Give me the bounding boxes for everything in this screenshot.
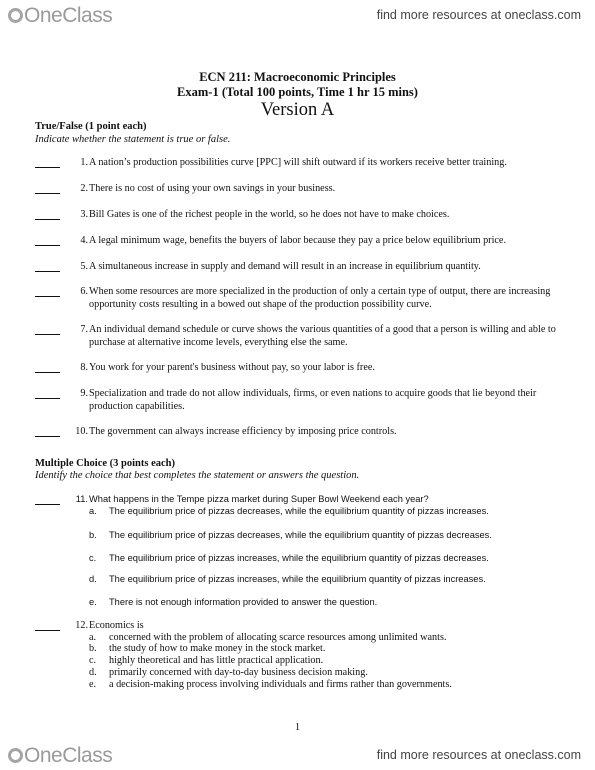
question-text: A legal minimum wage, benefits the buyers of labor because they pay a price below equilibrium price.: [89, 235, 506, 246]
option-letter: a.: [89, 506, 97, 516]
question-number: 9.: [80, 388, 88, 399]
option-text: a decision-making process involving individuals and firms rather than governments.: [109, 679, 452, 690]
option-letter: c.: [89, 553, 97, 563]
question-number: 8.: [80, 362, 88, 373]
answer-blank[interactable]: [35, 183, 60, 194]
question-number: 12.: [75, 620, 88, 631]
exam-title: Exam-1 (Total 100 points, Time 1 hr 15 mins): [177, 85, 418, 99]
question-number: 1.: [80, 157, 88, 168]
mc-section-instruction: Identify the choice that best completes the statement or answers the question.: [35, 470, 360, 481]
question-number: 2.: [80, 183, 88, 194]
course-title: ECN 211: Macroeconomic Principles: [199, 70, 396, 84]
option-text: the study of how to make money in the stock market.: [109, 643, 326, 654]
option-text: There is not enough information provided to answer the question.: [109, 597, 378, 607]
mc-section-title: Multiple Choice (3 points each): [35, 458, 175, 469]
answer-blank[interactable]: [35, 261, 60, 272]
bottom-banner: [0, 740, 595, 770]
answer-blank[interactable]: [35, 209, 60, 220]
answer-blank[interactable]: [35, 388, 60, 399]
tf-section-title: True/False (1 point each): [35, 121, 147, 132]
option-letter: c.: [89, 655, 97, 666]
answer-blank[interactable]: [35, 157, 60, 168]
option-text: The equilibrium price of pizzas increases, while the equilibrium quantity of pizzas increases.: [109, 574, 486, 584]
option-text: primarily concerned with day-to-day business decision making.: [109, 667, 368, 678]
question-number: 11.: [75, 494, 88, 504]
logo-text: OneClass: [24, 4, 113, 27]
question-text: Economics is: [89, 620, 144, 631]
question-text: When some resources are more specialized in the production of only a certain type of output, there are increasing opportunity costs resulting in a bowed out shape of the production possibility curve.: [89, 286, 551, 310]
question-text: A simultaneous increase in supply and demand will result in an increase in equilibrium quantity.: [89, 261, 481, 272]
option-letter: b.: [89, 530, 97, 540]
option-letter: e.: [89, 597, 97, 607]
page-number: 1: [294, 722, 301, 733]
question-number: 7.: [80, 324, 88, 335]
option-text: The equilibrium price of pizzas increases, while the equilibrium quantity of pizzas decreases.: [109, 553, 489, 563]
logo-mark-icon: [8, 748, 23, 763]
find-more-resources-link[interactable]: find more resources at oneclass.com: [376, 8, 581, 22]
question-text: A nation’s production possibilities curve [PPC] will shift outward if its workers receive better training.: [89, 157, 507, 168]
option-letter: b.: [89, 643, 97, 654]
answer-blank[interactable]: [35, 362, 60, 373]
option-text: highly theoretical and has little practical application.: [109, 655, 324, 666]
option-text: The equilibrium price of pizzas decreases, while the equilibrium quantity of pizzas increases.: [109, 506, 489, 516]
top-banner: [0, 0, 595, 30]
find-more-resources-link[interactable]: find more resources at oneclass.com: [376, 748, 581, 762]
option-text: The equilibrium price of pizzas decreases, while the equilibrium quantity of pizzas decreases.: [109, 530, 492, 540]
option-letter: e.: [89, 679, 97, 690]
answer-blank[interactable]: [35, 286, 60, 297]
option-text: concerned with the problem of allocating scarce resources among unlimited wants.: [109, 632, 447, 643]
version-title: Version A: [260, 100, 335, 120]
answer-blank[interactable]: [35, 235, 60, 246]
question-number: 4.: [80, 235, 88, 246]
logo-text: OneClass: [24, 744, 113, 767]
option-letter: d.: [89, 667, 97, 678]
tf-section-instruction: Indicate whether the statement is true or false.: [35, 134, 231, 145]
logo-mark-icon: [8, 8, 23, 23]
oneclass-logo[interactable]: [8, 4, 112, 28]
question-text: What happens in the Tempe pizza market during Super Bowl Weekend each year?: [89, 494, 429, 504]
option-letter: d.: [89, 574, 97, 584]
question-number: 5.: [80, 261, 88, 272]
option-letter: a.: [89, 632, 97, 643]
question-text: Specialization and trade do not allow individuals, firms, or even nations to acquire goods that lie beyond their production capabilities.: [89, 388, 537, 412]
question-text: There is no cost of using your own savings in your business.: [89, 183, 336, 194]
question-text: Bill Gates is one of the richest people in the world, so he does not have to make choices.: [89, 209, 450, 220]
answer-blank[interactable]: [35, 324, 60, 335]
question-number: 3.: [80, 209, 88, 220]
answer-blank[interactable]: [35, 620, 60, 631]
question-number: 6.: [80, 286, 88, 297]
question-text: You work for your parent's business without pay, so your labor is free.: [89, 362, 375, 373]
answer-blank[interactable]: [35, 494, 60, 505]
question-text: An individual demand schedule or curve shows the various quantities of a good that a person is willing and able to purchase at alternative income levels, everything else the same.: [89, 324, 556, 348]
oneclass-logo[interactable]: [8, 744, 112, 768]
question-number: 10.: [75, 426, 88, 437]
answer-blank[interactable]: [35, 426, 60, 437]
question-text: The government can always increase efficiency by imposing price controls.: [89, 426, 397, 437]
